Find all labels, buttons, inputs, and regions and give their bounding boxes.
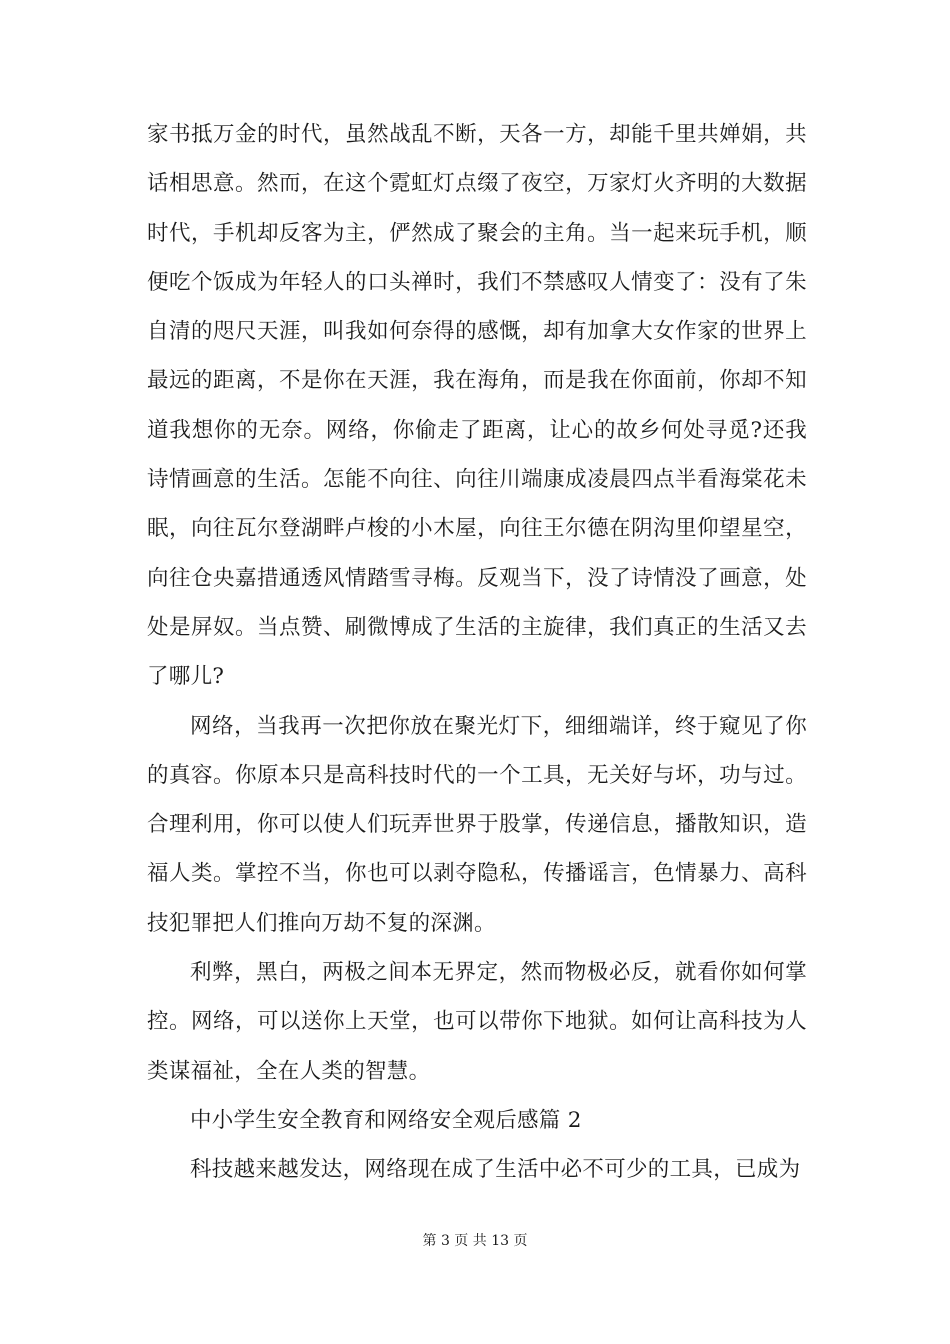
- paragraph-4: 科技越来越发达，网络现在成了生活中必不可少的工具，已成为: [190, 1157, 801, 1183]
- document-body: [147, 110, 807, 1195]
- paragraph-1: 家书抵万金的时代，虽然战乱不断，天各一方，却能千里共婵娟，共话相思意。然而，在这个霓虹灯点缀了夜空，万家灯火齐明的大数据时代，手机却反客为主，俨然成了聚会的主角。当一起来玩手机，顺便吃个饭成为年轻人的口头禅时，我们不禁感叹人情变了：没有了朱自清的咫尺天涯，叫我如何奈得的感慨，却有加拿大女作家的世界上最远的距离，不是你在天涯，我在海角，而是我在你面前，你却不知道我想你的无奈。网络，你偷走了距离，让心的故乡何处寻觅?还我诗情画意的生活。怎能不向往、向往川端康成凌晨四点半看海棠花未眠，向往瓦尔登湖畔卢梭的小木屋，向往王尔德在阴沟里仰望星空，向往仓央嘉措通透风情踏雪寻梅。反观当下，没了诗情没了画意，处处是屏奴。当点赞、刷微博成了生活的主旋律，我们真正的生活又去了哪儿?: [147, 122, 807, 690]
- section-heading: 中小学生安全教育和网络安全观后感篇 2: [190, 1107, 582, 1133]
- page-footer: 第 3 页 共 13 页: [422, 1233, 528, 1249]
- paragraph-2: 网络，当我再一次把你放在聚光灯下，细细端详，终于窥见了你的真容。你原本只是高科技时代的一个工具，无关好与坏，功与过。合理利用，你可以使人们玩弄世界于股掌，传递信息，播散知识，造福人类。掌控不当，你也可以剥夺隐私，传播谣言，色情暴力、高科技犯罪把人们推向万劫不复的深渊。: [147, 713, 807, 936]
- paragraph-3: 利弊，黑白，两极之间本无界定，然而物极必反，就看你如何掌控。网络，可以送你上天堂，也可以带你下地狱。如何让高科技为人类谋福祉，全在人类的智慧。: [147, 960, 807, 1084]
